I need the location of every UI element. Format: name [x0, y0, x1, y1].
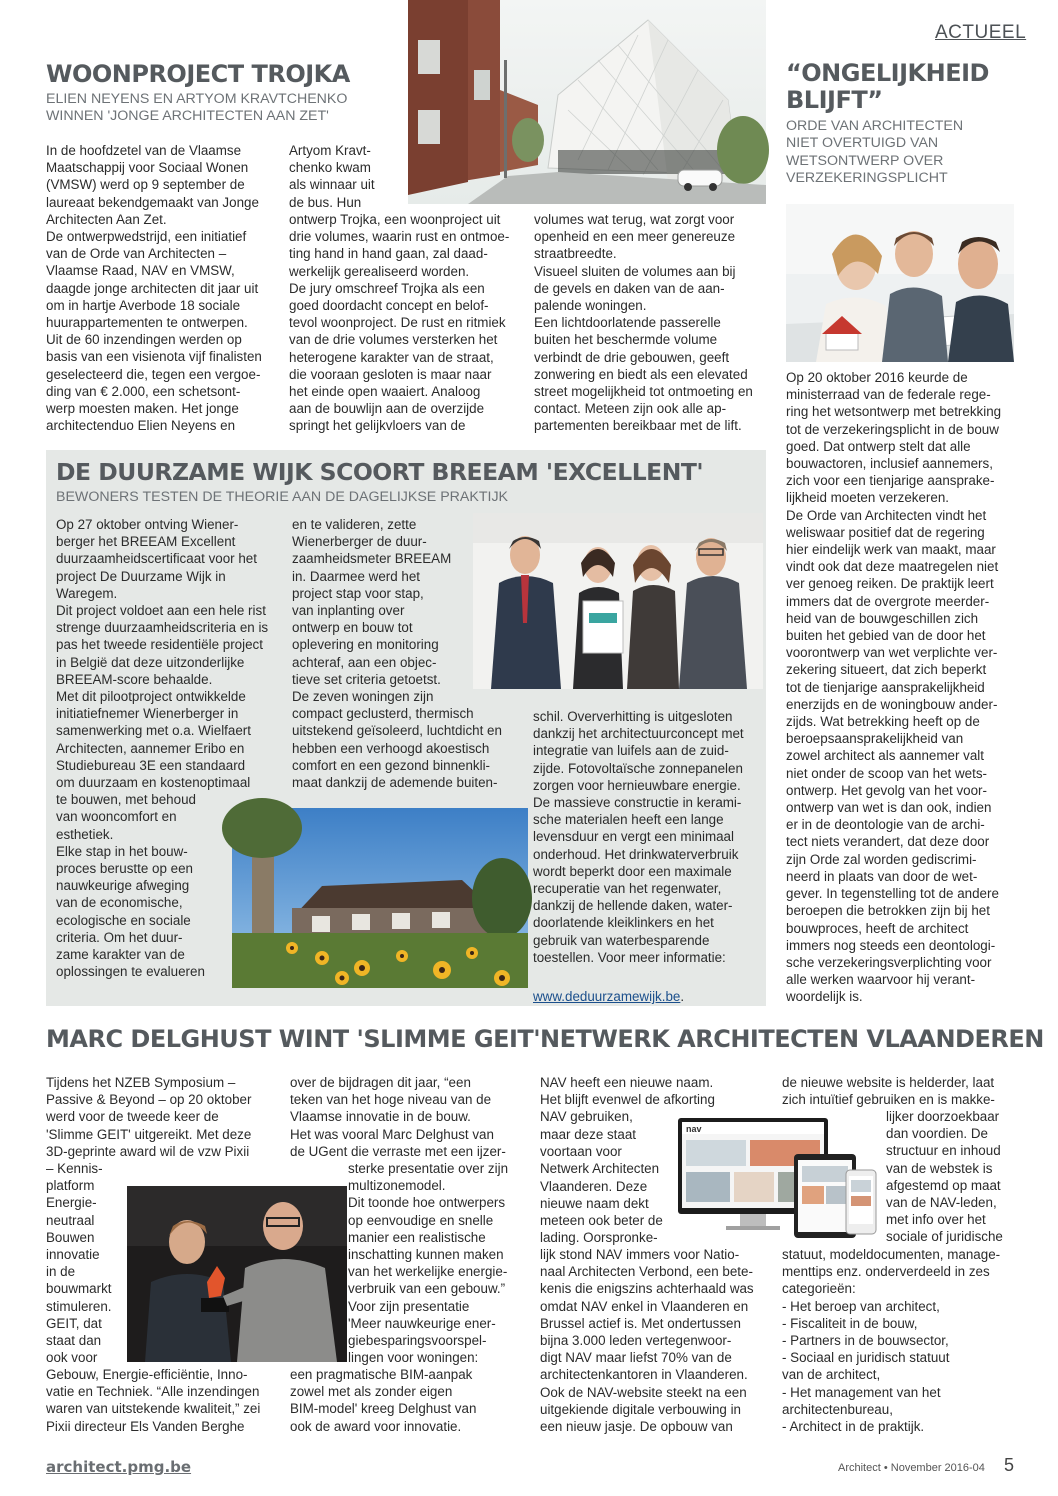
article-trojka-col2: ontwerp Trojka, een woonproject uit drie volumes, waarin rust en ontmoe- ting hand in hand gaan, zal daad- werkelijk gerealiseerd worden. De jury omschreef Trojka als een goed doordacht concept en belof- tevol woonproject. De rust en ritmiek van de drie volumes versterken het heterogene karakter van de straat, die vooraan gesloten is maar naar het einde open waaiert. Analoog aan de bouwlijn aan de overzijde springt het gelijkvloers van de — [289, 212, 510, 434]
article-breeam-subtitle: BEWONERS TESTEN DE THEORIE AAN DE DAGELIJKSE PRAKTIJK — [56, 489, 509, 505]
article-nav-col1-top: NAV heeft een nieuwe naam. Het blijft evenwel de afkorting NAV gebruiken, — [540, 1075, 715, 1125]
article-trojka-col3: volumes wat terug, wat zorgt voor openheid en een meer genereuze straatbreedte. Visueel sluiten de volumes aan bij de gevels en daken van de aan- palende woningen. Een lichtdoorlatende passerelle buiten het beschermde volume verbindt de drie gebouwen, geeft zonwering en biedt als een elevated street mogelijkheid tot ontmoeting en contact. Meteen zijn ook alle ap- partementen bereikbaar met de lift. — [534, 212, 753, 434]
article-nav-title: NETWERK ARCHITECTEN VLAANDEREN — [540, 1025, 1044, 1053]
footer-page-number: 5 — [1004, 1455, 1015, 1475]
article-delghust-col1-narrow: – Kennis- platform Energie- neutraal Bouwen innovatie in de bouwmarkt stimuleren. GEIT, dat staat dan ook voor — [46, 1161, 112, 1366]
article-breeam-col3: schil. Oververhitting is uitgesloten dankzij het architectuurconcept met integratie van luifels aan de zuid- zijde. Fotovoltaïsche zonnepanelen zorgen voor hernieuwbare energie. De massieve constructie in kerami- sche materialen heeft een lange levensduur en vergt een minimaal onderhoud. Het drinkwaterverbruik wordt beperkt door een maximale recuperatie van het regenwater, dankzij de hellende daken, water- doorlatende kleiklinkers en het gebruik van waterbesparende toestellen. Voor meer informatie: — [533, 709, 744, 965]
screen-logo-text: nav — [686, 1124, 702, 1134]
article-delghust-col1-bottom: Gebouw, Energie-efficiëntie, Inno- vatie en Techniek. “Alle inzendingen waren van uitstekende kwaliteit,” zei Pixii directeur Els Vanden Berghe — [46, 1367, 261, 1434]
duurzame-wijk-garden-photo — [232, 808, 528, 988]
duurzamewijk-link[interactable]: www.deduurzamewijk.be — [533, 989, 681, 1005]
section-label: ACTUEEL — [935, 22, 1027, 43]
slimme-geit-award-photo — [127, 1186, 347, 1362]
article-nav-col1-bottom: lijk stond NAV immers voor Natio- naal Architecten Verbond, een bete- kenis die enigszins achterhaald was omdat NAV enkel in Vlaanderen en Brussel actief is. Met ondertussen bijna 3.000 leden vertegenwoor- digt NAV maar liefst 70% van de architectenkantoren in Vlaanderen. Ook de NAV-website steekt na een uitgekiende digitale verbouwing in een nieuw jasje. De opbouw van — [540, 1247, 754, 1435]
article-trojka-subtitle: ELIEN NEYENS EN ARTYOM KRAVTCHENKO WINNEN 'JONGE ARCHITECTEN AAN ZET' — [46, 91, 348, 124]
article-breeam-title: DE DUURZAME WIJK SCOORT BREEAM 'EXCELLENT' — [56, 458, 704, 486]
article-nav-col1-narrow: maar deze staat voortaan voor Netwerk Architecten Vlaanderen. Deze nieuwe naam dekt meteen ook beter de lading. Oorspronke- — [540, 1127, 663, 1246]
article-trojka-col1: In de hoofdzetel van de Vlaamse Maatschappij voor Sociaal Wonen (VMSW) werd op 9 september de laureaat bekendgemaakt van Jonge Architecten Aan Zet. De ontwerpwedstrijd, een initiatief van de Orde van Architecten – Vlaamse Raad, NAV en VMSW, daagde jonge architecten dit jaar uit om in hartje Averbode 18 sociale huurappartementen te ontwerpen. Uit de 60 inzendingen werden op basis van een visienota vijf finalisten geselecteerd die, tegen een vergoe- ding van € 2.000, een schetsont- werp moesten maken. Het jonge architectenduo Elien Neyens en — [46, 143, 262, 434]
article-breeam-link-line — [533, 971, 765, 1005]
trojka-rendering-image — [408, 0, 766, 204]
article-breeam-col2: en te valideren, zette Wienerberger de duur- zaamheidsmeter BREEAM in. Daarmee werd het project stap voor stap, van inplanting over ontwerp en bouw tot oplevering en monitoring achteraf, aan een objec- tieve set criteria getoetst. De zeven woningen zijn compact geclusterd, thermisch uitstekend geïsoleerd, luchtdicht en hebben een verhoogd akoestisch comfort en een gezond binnenkli- maat dankzij de ademende buiten- — [292, 517, 502, 791]
article-delghust-col2-bottom: een pragmatische BIM-aanpak zowel met als zonder eigen BIM-model' kreeg Delghust van ook de award voor innovatie. — [290, 1367, 477, 1434]
article-ongelijkheid-body: Op 20 oktober 2016 keurde de ministerraad van de federale rege- ring het wetsontwerp met betrekking tot de verzekeringsplicht in de bouw goed. Dat ontwerp stelt dat alle bouwactoren, inclusief aannemers, zich voor een tienjarige aansprake- lijkheid moeten verzekeren. De Orde van Architecten vindt het weliswaar positief dat de regering hier eindelijk werk van maakt, maar vindt ook dat deze maatregelen niet ver genoeg reiken. De praktijk leert immers dat de overgrote meerder- heid van de bouwgeschillen zich buiten het gebied van de door het voorontwerp van wet verplichte ver- zekering situeert, dat zich beperkt tot de tienjarige aansprakelijkheid enerzijds en de woningbouw ander- zijds. Wat betrekking heeft op de beroepsaansprakelijkheid van zowel architect als aannemer valt niet onder de scoop van het wets- ontwerp. Het gevolg van het voor- ontwerp van wet is dan ook, indien er in de deontologie van de archi- tect niets verandert, dat deze door zijn Orde zal worden gediscrimi- neerd in plaats van door de wet- gever. In tegenstelling tot de andere beroepen die betrokken zijn bij het bouwproces, heeft de architect immers nog steeds een deontologi- sche verzekeringsverplichting voor alle werken waarvoor hij verant- woordelijk is. — [786, 370, 1002, 1005]
insurance-people-photo — [786, 204, 1014, 362]
article-ongelijkheid-subtitle: ORDE VAN ARCHITECTEN NIET OVERTUIGD VAN WETSONTWERP OVER VERZEKERINGSPLICHT — [786, 118, 964, 187]
article-ongelijkheid-title: “ONGELIJKHEID BLIJFT” — [786, 59, 989, 114]
article-delghust-col2-top: over de bijdragen dit jaar, “een teken van het hoge niveau van de Vlaamse innovatie in de bouw. Het was vooral Marc Delghust van de UGent die verraste met een ijzer- — [290, 1075, 506, 1159]
article-nav-col2-top: de nieuwe website is helderder, laat zich intuïtief gebruiken en is makke- — [782, 1075, 995, 1108]
footer-website-link[interactable]: architect.pmg.be — [46, 1458, 192, 1476]
nav-website-devices-image — [670, 1114, 882, 1244]
footer-issue: Architect • November 2016-04 — [838, 1462, 985, 1474]
article-trojka-col2-top: Artyom Kravt- chenko kwam als winnaar uit de bus. Hun — [289, 143, 375, 210]
article-nav-col2-bottom: statuut, modeldocumenten, manage- menttips enz. onderverdeeld in zes categorieën: - Het beroep van architect, - Fiscaliteit in de bouw, - Partners in de bouwsector, - Sociaal en juridisch statuut van de architect, - Het management van het architectenbureau, - Architect in de praktijk. — [782, 1247, 1001, 1435]
article-nav-col2-narrow: lijker doorzoekbaar dan voordien. De structuur en inhoud van de webstek is afgestemd op maat van de NAV-leden, met info over het sociale of juridische — [886, 1109, 1003, 1245]
article-breeam-col1: Op 27 oktober ontving Wiener- berger het BREEAM Excellent duurzaamheidscertificaat voor het project De Duurzame Wijk in Waregem. Dit project voldoet aan een hele rist strenge duurzaamheidscriteria en is pas het tweede residentiële project in België dat deze uitzonderlijke BREEAM-score behaalde. Met dit pilootproject ontwikkelde initiatiefnemer Wienerberger in samenwerking met o.a. Wielfaert Architecten, aannemer Eribo en Studiebureau 3E een standaard om duurzaam en kostenoptimaal te bouwen, met behoud van wooncomfort en esthetiek. Elke stap in het bouw- proces berustte op een nauwkeurige afweging van de economische, ecologische en sociale criteria. Om het duur- zame karakter van de oplossingen te evalueren — [56, 517, 269, 980]
link-period: . — [680, 989, 685, 1005]
article-delghust-col1-top: Tijdens het NZEB Symposium – Passive & Beyond – op 20 oktober werd voor de tweede keer de 'Slimme GEIT' uitgereikt. Met deze 3D-geprinte award wil de vzw Pixii — [46, 1075, 252, 1159]
article-delghust-title: MARC DELGHUST WINT 'SLIMME GEIT' — [46, 1025, 541, 1053]
article-trojka-title: WOONPROJECT TROJKA — [46, 60, 350, 88]
article-delghust-col2-mid: sterke presentatie over zijn multizonemodel. Dit toonde hoe ontwerpers op eenvoudige en snelle manier een realistische inschatting kunnen maken van het werkelijke energie- verbruik van een gebouw.” Voor zijn presentatie 'Meer nauwkeurige ener- giebesparingsvoorspel- lingen voor woningen: — [348, 1161, 509, 1366]
breeam-award-group-photo — [473, 513, 763, 689]
